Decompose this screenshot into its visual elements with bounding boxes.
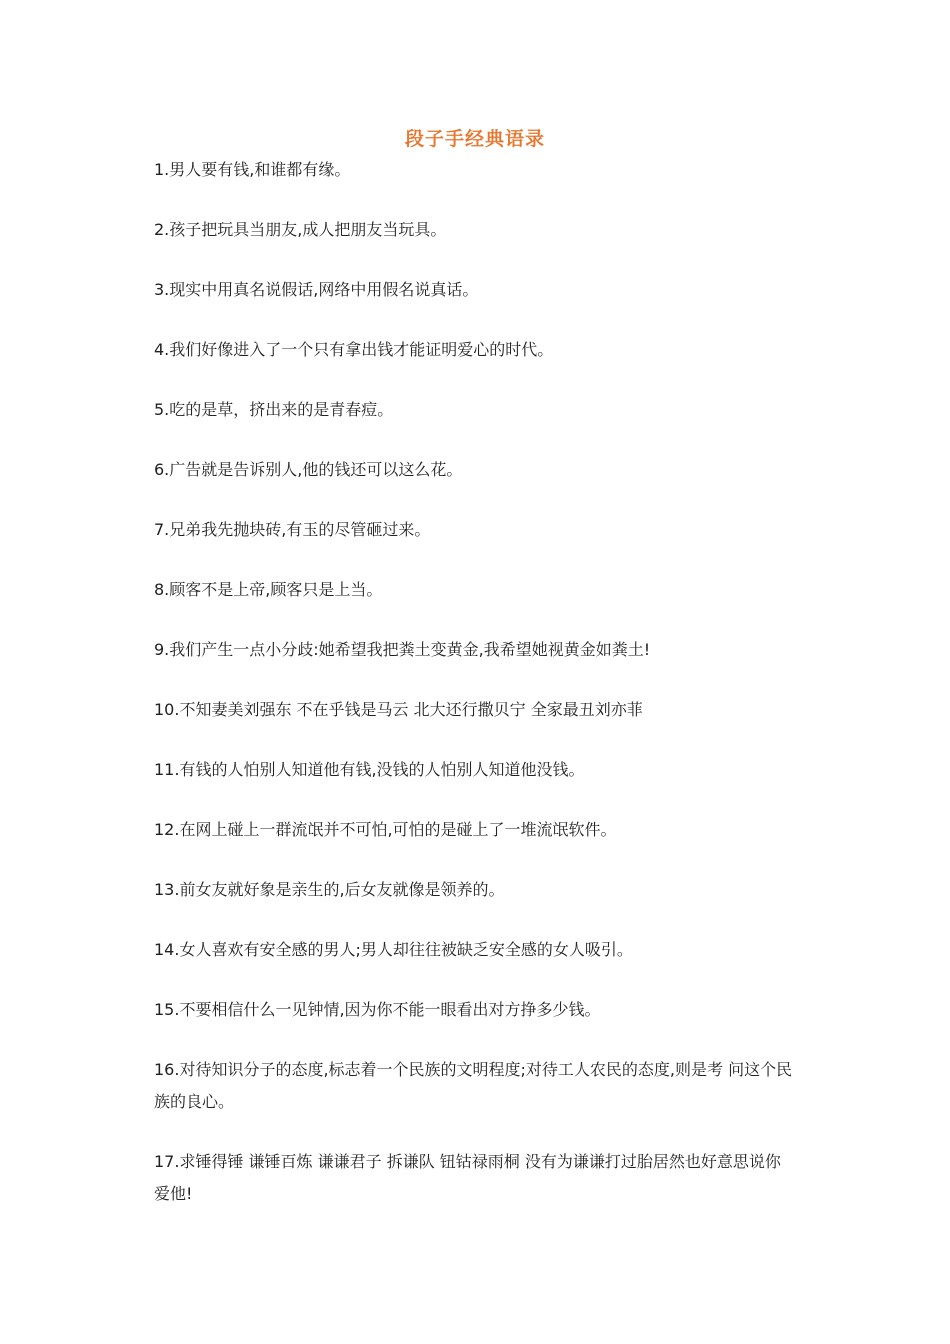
document-title: 段子手经典语录 bbox=[404, 128, 545, 150]
quote-item: 15.不要相信什么一见钟情,因为你不能一眼看出对方挣多少钱。 bbox=[154, 1000, 601, 1019]
quote-item: 8.顾客不是上帝,顾客只是上当。 bbox=[154, 580, 383, 599]
quote-item: 1.男人要有钱,和谁都有缘。 bbox=[154, 160, 351, 179]
quote-item: 13.前女友就好象是亲生的,后女友就像是领养的。 bbox=[154, 880, 505, 899]
quote-item: 6.广告就是告诉别人,他的钱还可以这么花。 bbox=[154, 460, 463, 479]
quote-item: 4.我们好像进入了一个只有拿出钱才能证明爱心的时代。 bbox=[154, 340, 554, 359]
quote-item: 7.兄弟我先抛块砖,有玉的尽管砸过来。 bbox=[154, 520, 431, 539]
quote-item: 2.孩子把玩具当朋友,成人把朋友当玩具。 bbox=[154, 220, 447, 239]
quote-item: 14.女人喜欢有安全感的男人;男人却往往被缺乏安全感的女人吸引。 bbox=[154, 940, 633, 959]
quote-item: 10.不知妻美刘强东 不在乎钱是马云 北大还行撒贝宁 全家最丑刘亦菲 bbox=[154, 700, 643, 719]
quote-item: 11.有钱的人怕别人知道他有钱,没钱的人怕别人知道他没钱。 bbox=[154, 760, 585, 779]
quote-item: 17.求锤得锤 谦锤百炼 谦谦君子 拆谦队 钮钴禄雨桐 没有为谦谦打过胎居然也好意思说你爱他! bbox=[154, 1152, 781, 1203]
quote-item: 9.我们产生一点小分歧:她希望我把粪土变黄金,我希望她视黄金如粪土! bbox=[154, 640, 651, 659]
quote-list bbox=[154, 154, 794, 1238]
quote-item: 5.吃的是草，挤出来的是青春痘。 bbox=[154, 400, 394, 419]
quote-item: 16.对待知识分子的态度,标志着一个民族的文明程度;对待工人农民的态度,则是考 问这个民族的良心。 bbox=[154, 1060, 793, 1111]
quote-item: 12.在网上碰上一群流氓并不可怕,可怕的是碰上了一堆流氓软件。 bbox=[154, 820, 617, 839]
quote-item: 3.现实中用真名说假话,网络中用假名说真话。 bbox=[154, 280, 479, 299]
